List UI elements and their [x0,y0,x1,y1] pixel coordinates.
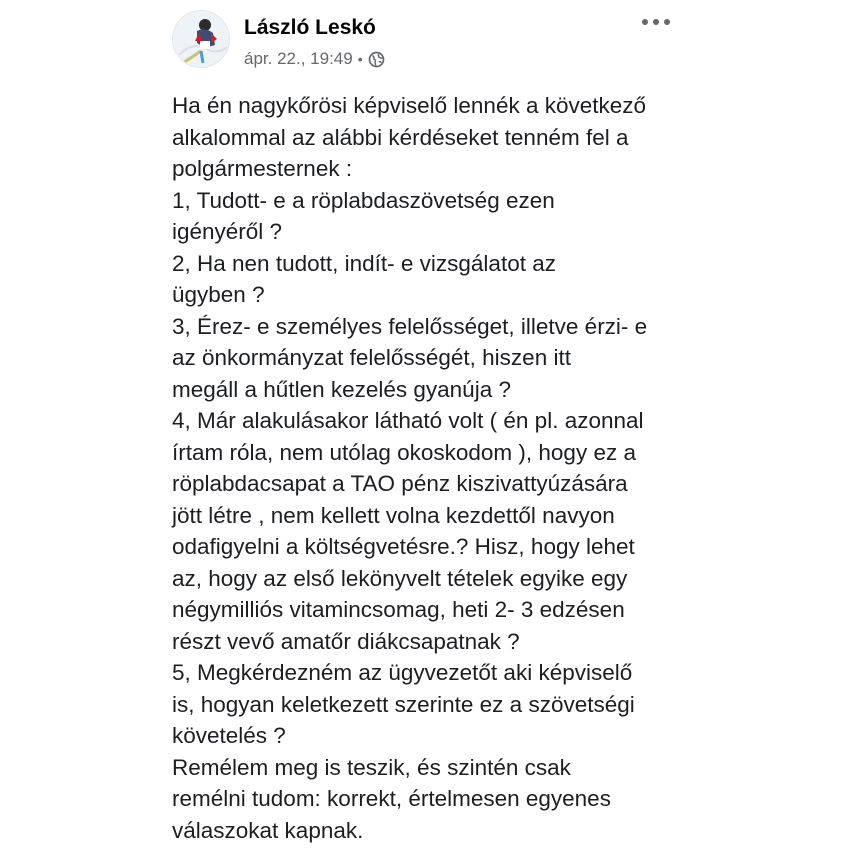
post-text-line: négymilliós vitamincsomag, heti 2- 3 edzésen [172,597,625,622]
post-text-line: is, hogyan keletkezett szerinte ez a szövetségi [172,691,635,717]
avatar[interactable] [172,10,230,68]
post-text-line: Ha én nagykőrösi képviselő lennék a következő [172,93,647,118]
meta-separator: • [357,51,363,67]
post-text-line: alkalommal az alábbi kérdéseket tenném fel a [172,124,629,150]
author-name[interactable]: László Leskó [244,16,376,39]
post-text-line: válaszokat kapnak. [172,817,364,843]
post-text-line: 1, Tudott- e a röplabdaszövetség ezen [172,187,555,213]
post-text-line: megáll a hűtlen kezelés gyanúja ? [172,376,511,402]
post-text-line: 5, Megkérdezném az ügyvezetőt aki képviselő [172,660,633,685]
more-horizontal-icon [641,18,671,26]
post-text-line: írtam róla, nem utólag okoskodom ), hogy ez a [172,439,636,465]
post-text-line: remélni tudom: korrekt, értelmesen egyenes [172,786,611,811]
post-header [172,10,672,72]
post-timestamp[interactable]: ápr. 22., 19:49 [244,49,353,68]
post-meta [244,49,385,69]
post-text-line: odafigyelni a költségvetésre.? Hisz, hogy lehet [172,534,635,559]
more-options-button[interactable] [636,12,676,32]
paraglider-avatar-icon [173,11,230,68]
post-text-line: ügyben ? [172,282,265,307]
post-text-line: 2, Ha nen tudott, indít- e vizsgálatot az [172,250,556,276]
post-text-line: az, hogy az első lekönyvelt tételek egyike egy [172,565,628,591]
post-text-line: 3, Érez- e személyes felelősséget, illetve érzi- e [172,313,648,339]
post-text-line: jött létre , nem kellett volna kezdettől navyon [172,502,615,528]
globe-icon[interactable] [368,51,385,68]
post-text-line: részt vevő amatőr diákcsapatnak ? [172,628,520,654]
post-text-line: 4, Már alakulásakor látható volt ( én pl. azonnal [172,408,644,433]
post-text-line: Remélem meg is teszik, és szintén csak [172,754,571,780]
post-text [172,90,732,846]
post-text-line: az önkormányzat felelősségét, hiszen itt [172,345,571,370]
post-text-line: polgármesternek : [172,156,353,181]
post-text-line: követelés ? [172,723,286,748]
post-text-line: igényéről ? [172,219,283,244]
post-text-line: röplabdacsapat a TAO pénz kiszivattyúzására [172,471,628,496]
